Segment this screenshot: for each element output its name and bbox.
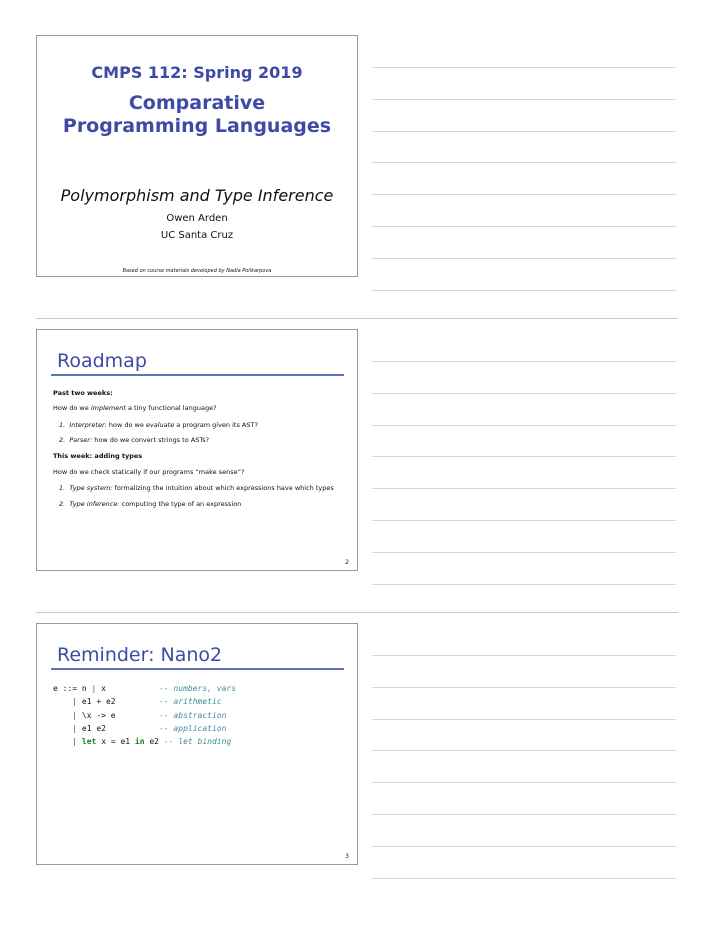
past-heading: Past two weeks: — [53, 389, 113, 397]
code-line: | e1 e2 -- application — [72, 723, 227, 733]
note-line — [372, 846, 676, 847]
note-line — [372, 584, 676, 585]
note-line — [372, 131, 676, 132]
note-line — [372, 552, 676, 553]
note-line — [372, 456, 676, 457]
note-line — [372, 878, 676, 879]
course-code: CMPS 112: Spring 2019 — [91, 63, 303, 82]
list-item: 1. Interpreter: how do we evaluate a program given its AST? — [59, 421, 258, 429]
page-separator — [36, 318, 678, 319]
note-line — [372, 290, 676, 291]
title-rule — [51, 668, 344, 670]
list-item: 1. Type system: formalizing the intuition about which expressions have which types — [59, 484, 334, 492]
slide-3 — [36, 623, 358, 865]
grammar-code-block — [53, 682, 236, 748]
credit-note: Based on course materials developed by Nadia Polikarpova — [122, 268, 272, 274]
slide-title: Roadmap — [57, 350, 147, 372]
note-line — [372, 361, 676, 362]
note-line — [372, 655, 676, 656]
note-line — [372, 687, 676, 688]
note-line — [372, 226, 676, 227]
note-line — [372, 520, 676, 521]
this-question: How do we check statically if our programs “make sense”? — [53, 468, 245, 476]
slide-title: Reminder: Nano2 — [57, 644, 223, 666]
note-line — [372, 194, 676, 195]
title-rule — [51, 374, 344, 376]
note-line — [372, 67, 676, 68]
page-number: 3 — [345, 853, 349, 860]
note-line — [372, 719, 676, 720]
list-item: 2. Type inference: computing the type of an expression — [59, 500, 242, 508]
slide-1 — [36, 35, 358, 277]
past-question: How do we implement a tiny functional language? — [53, 404, 217, 412]
author: Owen Arden — [166, 213, 228, 224]
course-title: Comparative Programming Languages — [62, 92, 332, 137]
institution: UC Santa Cruz — [160, 230, 234, 241]
note-line — [372, 99, 676, 100]
code-line: e ::= n | x -- numbers, vars — [53, 684, 237, 693]
list-item: 2. Parser: how do we convert strings to ASTs? — [59, 436, 210, 444]
lecture-title: Polymorphism and Type Inference — [60, 186, 334, 205]
note-line — [372, 393, 676, 394]
code-line: | \x -> e -- abstraction — [72, 710, 227, 720]
note-line — [372, 814, 676, 815]
page-separator — [36, 612, 678, 613]
code-line: | e1 + e2 -- arithmetic — [72, 697, 222, 707]
this-week-heading: This week: adding types — [53, 452, 143, 460]
note-line — [372, 258, 676, 259]
note-line — [372, 425, 676, 426]
note-line — [372, 750, 676, 751]
note-line — [372, 782, 676, 783]
note-line — [372, 488, 676, 489]
code-line: | let x = e1 in e2 -- let binding — [72, 737, 232, 747]
page-number: 2 — [345, 559, 349, 566]
note-line — [372, 162, 676, 163]
slide-2 — [36, 329, 358, 571]
